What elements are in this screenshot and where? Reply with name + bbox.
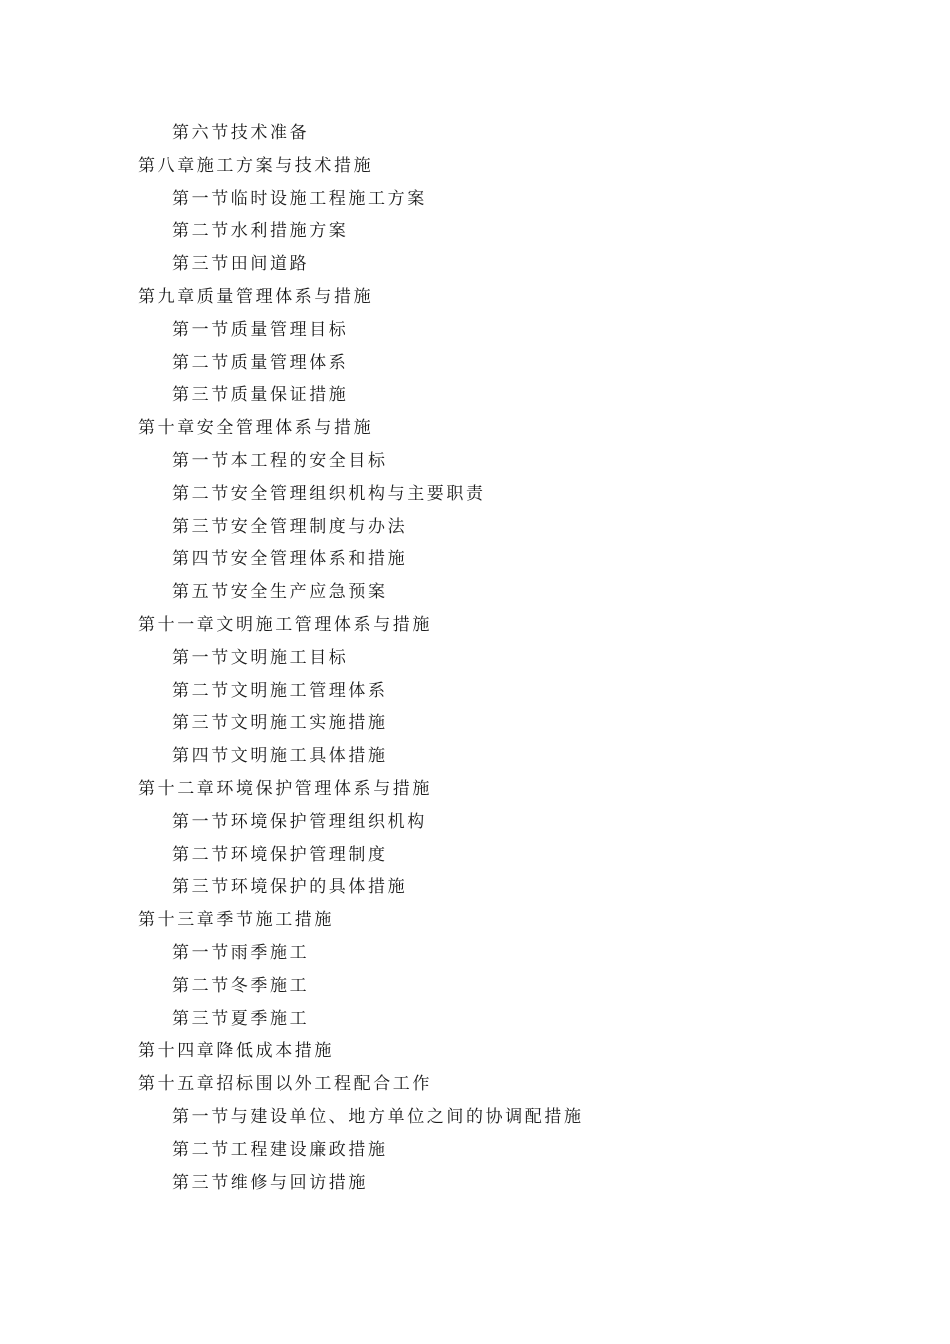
toc-section-line: 第三节田间道路 [172,254,310,275]
toc-chapter-line: 第八章施工方案与技术措施 [138,155,374,176]
toc-section-line: 第三节文明施工实施措施 [172,713,388,734]
toc-chapter-line: 第九章质量管理体系与措施 [138,286,374,307]
toc-section-line: 第一节本工程的安全目标 [172,450,388,471]
toc-section-line: 第一节质量管理目标 [172,319,349,340]
toc-section-line: 第二节文明施工管理体系 [172,680,388,701]
toc-section-line: 第一节雨季施工 [172,942,310,963]
toc-section-line: 第三节维修与回访措施 [172,1172,368,1193]
toc-chapter-line: 第十章安全管理体系与措施 [138,418,374,439]
toc-section-line: 第三节夏季施工 [172,1008,310,1029]
toc-section-line: 第二节质量管理体系 [172,352,349,373]
toc-section-line: 第二节冬季施工 [172,975,310,996]
toc-section-line: 第一节与建设单位、地方单位之间的协调配措施 [172,1106,584,1127]
toc-section-line: 第三节安全管理制度与办法 [172,516,408,537]
toc-section-line: 第二节环境保护管理制度 [172,844,388,865]
toc-section-line: 第二节安全管理组织机构与主要职责 [172,483,486,504]
toc-chapter-line: 第十二章环境保护管理体系与措施 [138,778,432,799]
toc-section-line: 第四节文明施工具体措施 [172,746,388,767]
toc-section-line: 第四节安全管理体系和措施 [172,549,408,570]
toc-section-line: 第五节安全生产应急预案 [172,582,388,603]
toc-section-line: 第六节技术准备 [172,123,310,143]
toc-section-line: 第二节工程建设廉政措施 [172,1139,388,1160]
table-of-contents [0,117,950,1199]
toc-chapter-line: 第十三章季节施工措施 [138,910,334,931]
toc-section-line: 第三节质量保证措施 [172,385,349,406]
toc-chapter-line: 第十五章招标围以外工程配合工作 [138,1074,432,1095]
toc-section-line: 第二节水利措施方案 [172,221,349,242]
toc-chapter-line: 第十一章文明施工管理体系与措施 [138,614,432,635]
toc-section-line: 第一节文明施工目标 [172,647,349,668]
toc-section-line: 第三节环境保护的具体措施 [172,877,408,898]
toc-section-line: 第一节环境保护管理组织机构 [172,811,427,832]
toc-section-line: 第一节临时设施工程施工方案 [172,188,427,209]
toc-chapter-line: 第十四章降低成本措施 [138,1041,334,1062]
